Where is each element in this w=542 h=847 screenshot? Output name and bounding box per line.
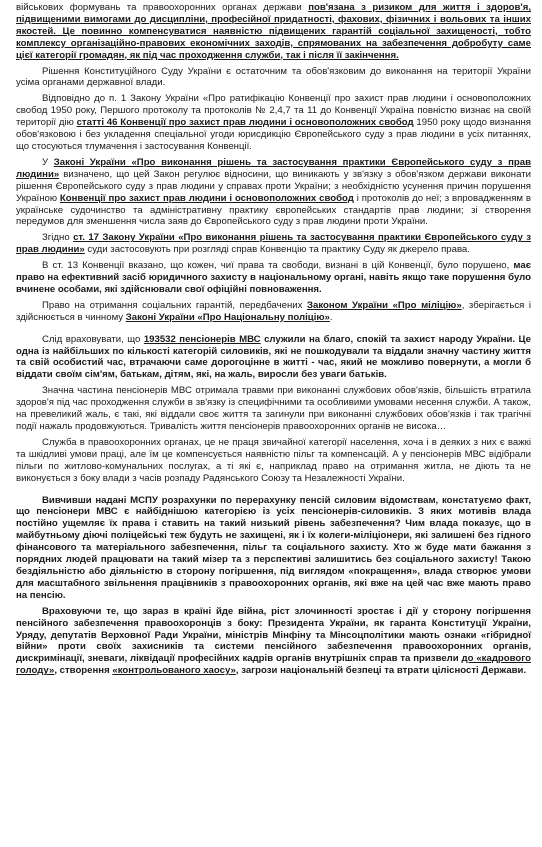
text-run: статті 46 Конвенції про захист прав людини і основоположних свобод (76, 117, 414, 129)
text-run: Служба в правоохоронних органах, це не праця звичайної категорії населення, хоча і в деяких з них є важкі та шкідливі умови праці, але їм це компенсується наявністю пільг та компенсацій. А у пенсіонерів МВС відібрали пільги по житлово-комунальних послугах, а ті які є, наприклад право на отримання житла, не діють та не виконується з боку влади з часів розпаду Радянського Союзу та Незалежності України. (16, 436, 531, 484)
text-run: Згідно (42, 232, 74, 244)
paragraph (16, 232, 531, 256)
text-run: Рішення Конституційного Суду України є остаточним та обов'язковим до виконання на території України усіма органами державної влади. (16, 65, 531, 89)
paragraph (16, 157, 531, 228)
text-run: «контрольованого хаосу» (112, 665, 236, 677)
text-run: Право на отримання соціальних гарантій, передбачених (42, 299, 307, 311)
text-run: . (329, 311, 333, 323)
paragraph (16, 300, 531, 324)
text-run: Відповідно до п. 1 Закону України «Про ратифікацію Конвенції про захист прав людини і основоположних свобод 1950 року, Першого протоколу та протоколів № 2,4,7 та 11 до Конвенції Україна повністю визнає на своїй території дію (16, 93, 531, 129)
text-run: ст. 17 Закону України «Про виконання рішень та застосування практики Європейського суду з прав людини» (16, 232, 531, 256)
text-run: Враховуючи те, що зараз в країні йде війна, ріст злочинності зростає і дії у сторону погіршення пенсійного забезпечення правоохоронців з боку: Президента України, як гаранта Конституції України, Уряду, депутатів Верховної Ради України, міністрів Мінфіну та Мінсоцполітики мають ознаки «гібридної війни» проти своїх захисників та системи пенсійного забезпечення правоохоронних органів, дискримінації, зневаги, ліквідації професійних кадрів органів внутрішніх справ та призвели (16, 605, 531, 665)
text-run: , зберігається і здійснюється в чинному (16, 299, 531, 323)
paragraph (16, 334, 531, 382)
text-run: Законі України «Про Національну поліцію» (125, 311, 330, 323)
paragraph (16, 437, 531, 485)
text-run: В ст. 13 Конвенції вказано, що кожен, чиї права та свободи, визнані в цій Конвенції, було порушено, (42, 260, 514, 272)
text-run: , загрози національній безпеці та втрати цілісності Держави. (235, 665, 527, 677)
text-run: військових формувань та правоохоронних органах держави (16, 2, 309, 13)
document-body (16, 2, 531, 677)
text-run: має право на ефективний засіб юридичного захисту в національному органі, навіть якщо таке порушення було вчинене особами, які здійснювали свої офіційні повноваження. (16, 260, 531, 295)
text-run: до «кадрового голоду» (16, 653, 531, 677)
text-run: служили на благо, спокій та захист народу України. Це одна із найбільших по кількості категорій силовиків, які не пошкодували та віддали значну частину життя та свій особистий час, втрачаючи саме дорогоцінне в житті - час, який не можливо повернути, а могли б віддати своїм сім'ям, батькам, дітям, які, на жаль, виросли без уваги батьків. (16, 333, 531, 381)
paragraph (16, 260, 531, 296)
text-run: , створення (54, 665, 113, 677)
text-run: 193532 пенсіонерів МВС (143, 333, 261, 345)
text-run: 1950 року щодо визнання обов'язковою і без укладення спеціальної угоди юрисдикцію Європейського суду з прав людини в усіх питаннях, що стосуються тлумачення і застосування Конвенції. (16, 117, 531, 152)
paragraph (16, 2, 531, 62)
paragraph (16, 606, 531, 677)
text-run: Законі України «Про виконання рішень та застосування практики Європейського суду з прав людини» (16, 156, 532, 180)
text-run: визначено, що цей Закон регулює відносини, що виникають у зв'язку з обов'язком держави виконати рішення Європейського суду з прав людини у справах проти України; з необхідністю усунення причин порушення Україною (16, 168, 531, 204)
text-run: Вивчивши надані МСПУ розрахунки по перерахунку пенсій силовим відомствам, констатуємо факт, що пенсіонери МВС є найбіднішою категорією із усіх пенсіонерів-силовиків. З яких мотивів влада постійно ущемляє їх права і ставить на такий низький рівень забезпечення? Чим влада показує, що в майбутньому діючі поліцейські теж будуть не захищені, як і їх колеги-міліціонери, які залишені без гідного фінансового та матеріального забезпечення, пільг та соціального захисту. Хто ж буде мати бажання з порядних людей працювати на такий мізер та з перспективі залишитись без соціального захисту! Такою бездіяльністю або діяльністю в сторону погіршення, під виглядом «покращення», влада створює умови для масштабного звільнення працівників з правоохоронних органів, які вже на цей час вже мають право на пенсію. (16, 494, 531, 601)
text-run: суди застосовують при розгляді справ Конвенцію та практику Суду як джерело права. (84, 244, 470, 256)
text-run: пов'язана з ризиком для життя і здоров'я, підвищеними вимогами до дисципліни, професійної придатності, фахових, фізичних і вольових та інших якостей. Це повинно компенсуватися наявністю підвищених гарантій соціальної захищеності, тобто комплексу організаційно-правових економічних заходів, спрямованих на забезпечення добробуту саме цієї категорії громадян, як під час проходження служби, так і після її закінчення. (16, 2, 531, 61)
text-run: У (42, 156, 54, 168)
text-run: Конвенції про захист прав людини і основоположних свобод (59, 192, 354, 204)
text-run: Слід враховувати, що (42, 333, 144, 345)
text-run: і протоколів до неї; з впровадженням в українське судочинство та адміністративну практику європейських стандартів прав людини; зі створення передумов для зменшення числа заяв до Європейського суду з прав людини проти України. (16, 192, 531, 228)
paragraph (16, 385, 531, 433)
paragraph (16, 66, 531, 90)
text-run: Законом України «Про міліцію» (306, 299, 462, 311)
paragraph (16, 495, 531, 602)
text-run: Значна частина пенсіонерів МВС отримала травми при виконанні службових обов'язків, більшість втратила здоров'я під час проходження служби в зв'язку із специфічними та особливими умовами несення служби. А також, на превеликий жаль, є такі, які віддали своє життя та загинули при виконанні службових обов'язків і так трагічні події нажаль продовжуються. Тривалість життя пенсіонерів правоохоронних органів не висока… (16, 385, 531, 432)
paragraph (16, 93, 531, 153)
